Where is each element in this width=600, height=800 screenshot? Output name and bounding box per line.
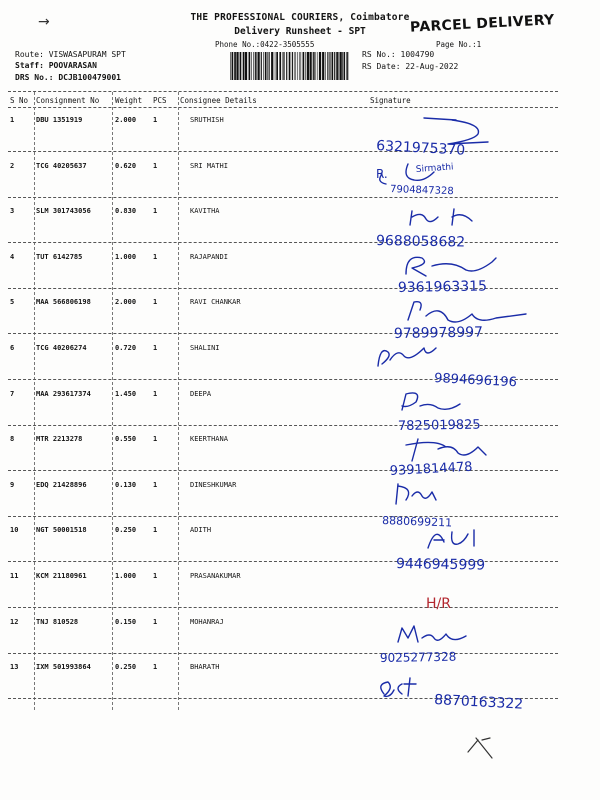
col-header-signature: Signature <box>370 96 411 105</box>
row-sno: 3 <box>10 207 15 215</box>
barcode-bar <box>301 52 302 80</box>
svg-text:H/R: H/R <box>426 596 451 612</box>
column-divider <box>34 92 35 710</box>
row-pcs: 1 <box>153 572 158 580</box>
signature-row-1 <box>368 112 558 159</box>
barcode-bar <box>261 52 262 80</box>
barcode-bar <box>279 52 281 80</box>
barcode-bar <box>230 52 231 80</box>
barcode-bar <box>240 52 242 80</box>
row-sno: 5 <box>10 298 15 306</box>
barcode-bar <box>253 52 254 80</box>
column-divider <box>178 92 179 710</box>
svg-text:9361963315: 9361963315 <box>397 278 488 296</box>
row-pcs: 1 <box>153 207 158 215</box>
signature-row-13 <box>368 672 558 716</box>
row-consignee: ADITH <box>190 526 212 534</box>
barcode-bar <box>334 52 335 80</box>
svg-text:8870163322: 8870163322 <box>433 692 524 713</box>
row-pcs: 1 <box>153 162 158 170</box>
row-consignee: SHALINI <box>190 344 220 352</box>
column-divider <box>112 92 113 710</box>
row-consignment-no: DBU 1351919 <box>36 116 83 124</box>
row-consignee: SRUTHISH <box>190 116 224 124</box>
row-consignee: BHARATH <box>190 663 220 671</box>
barcode-bar <box>346 52 347 80</box>
barcode-bar <box>340 52 342 80</box>
row-weight: 1.000 <box>115 253 137 261</box>
col-header-consignment: Consignment No <box>36 96 100 105</box>
barcode-bar <box>245 52 247 80</box>
barcode-bar <box>256 52 257 80</box>
row-consignee: MOHANRAJ <box>190 618 224 626</box>
svg-text:9446945999: 9446945999 <box>395 556 486 574</box>
row-sno: 12 <box>10 618 19 626</box>
row-weight: 0.150 <box>115 618 137 626</box>
row-consignment-no: MAA 293617374 <box>36 390 91 398</box>
barcode-bar <box>342 52 343 80</box>
row-weight: 2.000 <box>115 298 137 306</box>
row-consignment-no: TCG 40205637 <box>36 162 87 170</box>
barcode-bar <box>299 52 300 80</box>
row-consignment-no: SLM 301743056 <box>36 207 91 215</box>
barcode-bar <box>251 52 252 80</box>
row-weight: 0.550 <box>115 435 137 443</box>
row-consignee: PRASANAKUMAR <box>190 572 241 580</box>
row-sno: 2 <box>10 162 15 170</box>
signature-row-7 <box>368 388 558 432</box>
barcode-bar <box>327 52 328 80</box>
row-pcs: 1 <box>153 618 158 626</box>
signature-row-5 <box>368 296 558 340</box>
barcode-bar <box>232 52 234 80</box>
col-header-weight: Weight <box>115 96 143 105</box>
barcode <box>230 52 350 80</box>
signature-row-8 <box>368 435 558 479</box>
row-weight: 1.000 <box>115 572 137 580</box>
row-sno: 10 <box>10 526 19 534</box>
row-consignee: KEERTHANA <box>190 435 228 443</box>
barcode-bar <box>336 52 338 80</box>
signature-row-4 <box>368 250 558 294</box>
row-sno: 1 <box>10 116 15 124</box>
barcode-bar <box>243 52 245 80</box>
route-label: Route: VISWASAPURAM SPT <box>15 50 126 59</box>
svg-text:9688058682: 9688058682 <box>375 233 466 251</box>
barcode-bar <box>265 52 267 80</box>
barcode-bar <box>297 52 298 80</box>
row-pcs: 1 <box>153 435 158 443</box>
row-consignment-no: TNJ 810528 <box>36 618 79 626</box>
row-weight: 0.830 <box>115 207 137 215</box>
barcode-bar <box>347 52 348 80</box>
barcode-bar <box>276 52 278 80</box>
row-consignee: DEEPA <box>190 390 212 398</box>
barcode-bar <box>234 52 236 80</box>
svg-text:9025277328: 9025277328 <box>379 649 457 665</box>
row-pcs: 1 <box>153 344 158 352</box>
header-bottom-rule <box>8 107 558 108</box>
row-consignee: RAVI CHANKAR <box>190 298 241 306</box>
barcode-bar <box>286 52 287 80</box>
rs-number: RS No.: 1004790 <box>362 50 435 59</box>
barcode-bar <box>263 52 264 80</box>
parcel-delivery-stamp: PARCEL DELIVERY <box>409 12 555 36</box>
barcode-bar <box>294 52 295 80</box>
row-consignee: DINESHKUMAR <box>190 481 237 489</box>
signature-row-3 <box>368 205 558 249</box>
barcode-bar <box>271 52 273 80</box>
barcode-bar <box>338 52 339 80</box>
barcode-bar <box>267 52 268 80</box>
row-pcs: 1 <box>153 663 158 671</box>
row-weight: 0.620 <box>115 162 137 170</box>
barcode-bar <box>307 52 309 80</box>
svg-text:Sirmathi: Sirmathi <box>415 162 454 175</box>
row-sno: 4 <box>10 253 15 261</box>
header-top-rule <box>8 91 558 92</box>
row-consignment-no: MTR 2213278 <box>36 435 83 443</box>
row-consignment-no: KCM 21180961 <box>36 572 87 580</box>
barcode-bar <box>283 52 284 80</box>
barcode-bar <box>249 52 251 80</box>
barcode-bar <box>325 52 326 80</box>
row-pcs: 1 <box>153 390 158 398</box>
barcode-bar <box>269 52 270 80</box>
svg-text:R.: R. <box>376 167 388 181</box>
rs-date: RS Date: 22-Aug-2022 <box>362 62 459 71</box>
company-title: THE PROFESSIONAL COURIERS, Coimbatore <box>190 12 410 23</box>
svg-text:7904847328: 7904847328 <box>389 184 454 198</box>
row-pcs: 1 <box>153 481 158 489</box>
row-consignment-no: MAA 566806198 <box>36 298 91 306</box>
barcode-bar <box>295 52 296 80</box>
signature-row-6 <box>368 342 558 391</box>
row-sno: 7 <box>10 390 15 398</box>
row-weight: 0.250 <box>115 663 137 671</box>
svg-text:9894696196: 9894696196 <box>433 371 518 391</box>
row-weight: 0.250 <box>115 526 137 534</box>
stray-pen-mark <box>462 732 502 762</box>
barcode-bar <box>310 52 312 80</box>
row-consignee: SRI MATHI <box>190 162 228 170</box>
svg-text:9391814478: 9391814478 <box>389 459 473 479</box>
barcode-bar <box>258 52 260 80</box>
svg-text:7825019825: 7825019825 <box>397 417 481 434</box>
signature-row-12 <box>368 620 558 664</box>
row-consignee: KAVITHA <box>190 207 220 215</box>
barcode-bar <box>305 52 306 80</box>
signature-row-9 <box>368 480 558 530</box>
row-weight: 1.450 <box>115 390 137 398</box>
row-consignment-no: EDQ 21428896 <box>36 481 87 489</box>
drs-number: DRS No.: DCJB100479001 <box>15 73 121 82</box>
barcode-bar <box>322 52 324 80</box>
barcode-bar <box>344 52 345 80</box>
staff-label: Staff: POOVARASAN <box>15 61 97 70</box>
page-number: Page No.:1 <box>436 40 482 49</box>
row-consignment-no: IXM 501993864 <box>36 663 91 671</box>
row-consignment-no: NGT 50001518 <box>36 526 87 534</box>
barcode-bar <box>313 52 314 80</box>
col-header-pcs: PCS <box>153 96 167 105</box>
signature-row-11 <box>368 578 558 622</box>
svg-text:9789978997: 9789978997 <box>393 324 484 342</box>
row-pcs: 1 <box>153 116 158 124</box>
row-consignment-no: TUT 6142785 <box>36 253 83 261</box>
barcode-bar <box>332 52 334 80</box>
signature-row-10 <box>368 526 558 574</box>
row-consignee: RAJAPANDI <box>190 253 228 261</box>
company-logo: → <box>38 14 52 30</box>
barcode-bar <box>284 52 285 80</box>
barcode-bar <box>314 52 315 80</box>
col-header-sno: S No <box>10 96 29 105</box>
row-consignment-no: TCG 40206274 <box>36 344 87 352</box>
barcode-bar <box>236 52 238 80</box>
barcode-bar <box>319 52 321 80</box>
phone-number: Phone No.:0422-3505555 <box>215 40 315 49</box>
row-weight: 0.720 <box>115 344 137 352</box>
runsheet-title: Delivery Runsheet - SPT <box>234 26 366 37</box>
barcode-bar <box>255 52 256 80</box>
barcode-bar <box>289 52 291 80</box>
row-pcs: 1 <box>153 298 158 306</box>
row-pcs: 1 <box>153 526 158 534</box>
row-sno: 6 <box>10 344 15 352</box>
svg-text:8880699211: 8880699211 <box>381 514 453 530</box>
col-header-consignee: Consignee Details <box>180 96 257 105</box>
row-pcs: 1 <box>153 253 158 261</box>
barcode-bar <box>275 52 276 80</box>
row-sno: 11 <box>10 572 19 580</box>
barcode-bar <box>317 52 318 80</box>
row-sno: 13 <box>10 663 19 671</box>
row-sno: 8 <box>10 435 15 443</box>
signature-row-2 <box>368 160 558 204</box>
row-weight: 0.130 <box>115 481 137 489</box>
row-sno: 9 <box>10 481 15 489</box>
svg-text:6321975370: 6321975370 <box>375 138 466 159</box>
barcode-bar <box>292 52 293 80</box>
barcode-bar <box>329 52 330 80</box>
row-weight: 2.000 <box>115 116 137 124</box>
barcode-bar <box>303 52 305 80</box>
